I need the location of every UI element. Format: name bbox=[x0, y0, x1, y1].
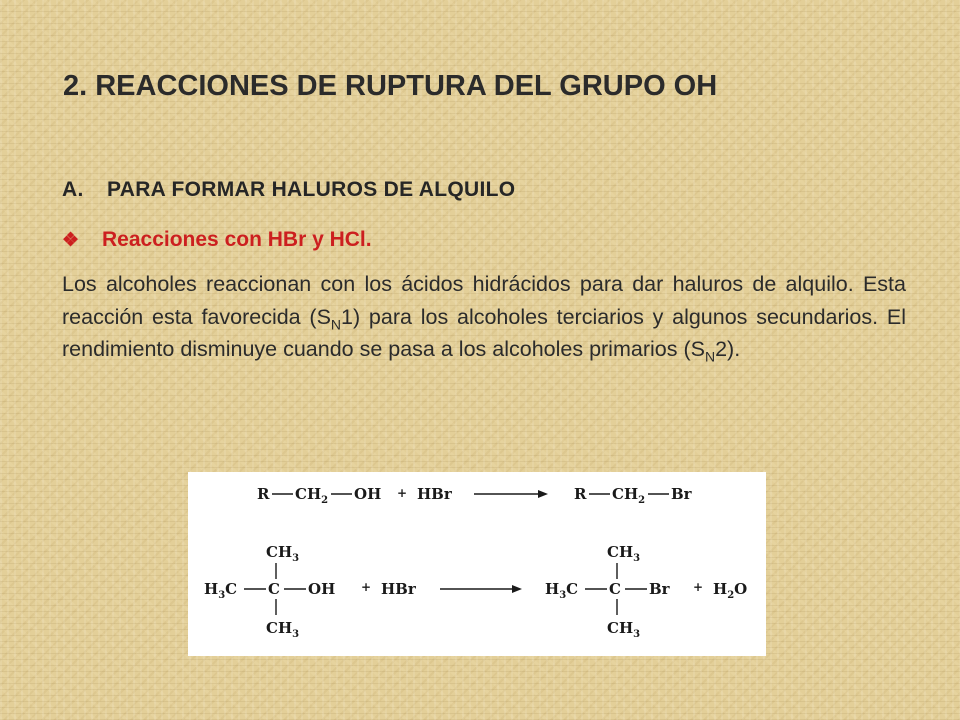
r2-p-left-H3C: $H_3C$ bbox=[545, 580, 579, 601]
reaction-1 bbox=[257, 485, 693, 506]
paragraph-subscript-1: N bbox=[330, 315, 342, 332]
r2-water: $H_2O$ bbox=[713, 580, 748, 601]
r1-product-Br: Br bbox=[671, 485, 692, 503]
r2-p-bottom-CH3: $CH_3$ bbox=[607, 619, 641, 640]
r2-bottom-CH3: $CH_3$ bbox=[266, 619, 300, 640]
r1-product-CH: $CH_2$ bbox=[612, 485, 646, 506]
paragraph-subscript-2: N bbox=[704, 348, 716, 365]
r2-right-OH: OH bbox=[308, 580, 336, 598]
r1-reactant-OH: OH bbox=[354, 485, 382, 503]
r1-reactant-CH: $CH_2$ bbox=[295, 485, 329, 506]
section-heading bbox=[62, 178, 515, 202]
body-paragraph bbox=[62, 268, 906, 366]
r2-arrow bbox=[440, 585, 522, 593]
r2-reagent: HBr bbox=[381, 580, 416, 598]
paragraph-part-3: 2). bbox=[715, 337, 741, 361]
r2-plus-1: + bbox=[361, 580, 372, 594]
paragraph-part-2: 1) para los alcoholes terciarios y algunos secundarios. El rendimiento disminuye cuando se pasa a los alcoholes primarios (S bbox=[62, 304, 906, 361]
reaction-2 bbox=[204, 543, 747, 640]
r2-plus-2: + bbox=[693, 580, 704, 594]
r2-p-top-CH3: $CH_3$ bbox=[607, 543, 641, 564]
r1-arrow bbox=[474, 490, 548, 498]
r1-plus: + bbox=[397, 486, 408, 500]
r2-center-C: C bbox=[268, 580, 280, 598]
paragraph-part-1: Los alcoholes reaccionan con los ácidos hidrácidos para dar haluros de alquilo. Esta reacción esta favorecida (S bbox=[62, 272, 906, 329]
r2-p-right-Br: Br bbox=[649, 580, 670, 598]
section-marker: A. bbox=[62, 178, 84, 201]
slide-title: 2. REACCIONES DE RUPTURA DEL GRUPO OH bbox=[63, 70, 718, 102]
section-heading-text: PARA FORMAR HALUROS DE ALQUILO bbox=[107, 178, 516, 201]
r1-reagent: HBr bbox=[417, 485, 452, 503]
r1-product-R: R bbox=[574, 485, 587, 503]
diamond-bullet-icon: ❖ bbox=[62, 229, 80, 251]
r1-reactant-R: R bbox=[257, 485, 270, 503]
bullet-item bbox=[62, 228, 372, 252]
r2-p-center-C: C bbox=[609, 580, 621, 598]
bullet-text: Reacciones con HBr y HCl. bbox=[102, 228, 372, 251]
r2-left-H3C: $H_3C$ bbox=[204, 580, 238, 601]
reaction-scheme-svg bbox=[188, 472, 766, 656]
reaction-scheme-image bbox=[188, 472, 766, 656]
r2-top-CH3: $CH_3$ bbox=[266, 543, 300, 564]
